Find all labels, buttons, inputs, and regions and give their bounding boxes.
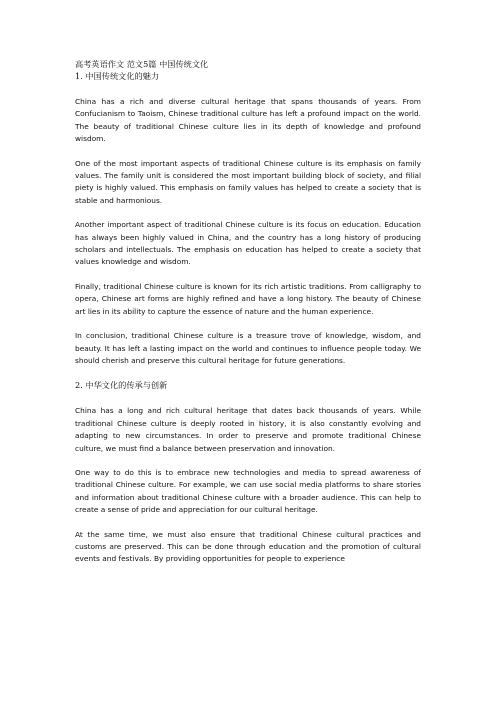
document-title: 高考英语作文 范文5篇 中国传统文化 (75, 59, 209, 69)
section-2-paragraph-1: China has a long and rich cultural heritage that dates back thousands of years. While traditional Chinese culture is deeply rooted in history, it is also constantly evolving and adapting to new circumstances. In order to preserve and promote traditional Chinese culture, we must find a balance between preservation and innovation. (75, 406, 421, 453)
section-2 (75, 379, 421, 565)
section-1-paragraph-4: Finally, traditional Chinese culture is known for its rich artistic traditions. From calligraphy to opera, Chinese art forms are highly refined and have a long history. The beauty of Chinese art lies in its ability to capture the essence of nature and the human experience. (75, 281, 421, 316)
section-1-paragraph-1: China has a rich and diverse cultural heritage that spans thousands of years. From Confucianism to Taoism, Chinese traditional culture has left a profound impact on the world. The beauty of traditional Chinese culture lies in its depth of knowledge and profound wisdom. (75, 97, 421, 144)
section-1-paragraph-3: Another important aspect of traditional Chinese culture is its focus on education. Education has always been highly valued in China, and the country has a long history of producing scholars and intellectuals. The emphasis on education has helped to create a society that values knowledge and wisdom. (75, 220, 421, 267)
section-1 (75, 70, 421, 367)
section-1-paragraph-5: In conclusion, traditional Chinese culture is a treasure trove of knowledge, wisdom, and beauty. It has left a lasting impact on the world and continues to influence people today. We should cherish and preserve this cultural heritage for future generations. (75, 331, 421, 365)
section-1-heading: 1. 中国传统文化的魅力 (75, 71, 160, 81)
section-2-paragraph-3: At the same time, we must also ensure that traditional Chinese cultural practices and customs are preserved. This can be done through education and the promotion of cultural events and festivals. By providing opportunities for people to experience (75, 529, 421, 564)
document-page (75, 58, 421, 578)
section-2-paragraph-2: One way to do this is to embrace new technologies and media to spread awareness of traditional Chinese culture. For example, we can use social media platforms to share stories and information about traditional Chinese culture with a broader audience. This can help to create a sense of pride and appreciation for our cultural heritage. (75, 467, 421, 515)
section-2-heading: 2. 中华文化的传承与创新 (75, 380, 168, 391)
section-1-paragraph-2: One of the most important aspects of traditional Chinese culture is its emphasis on family values. The family unit is considered the most important building block of society, and filial piety is highly valued. This emphasis on family values has helped to create a society that is stable and harmonious. (75, 158, 421, 205)
